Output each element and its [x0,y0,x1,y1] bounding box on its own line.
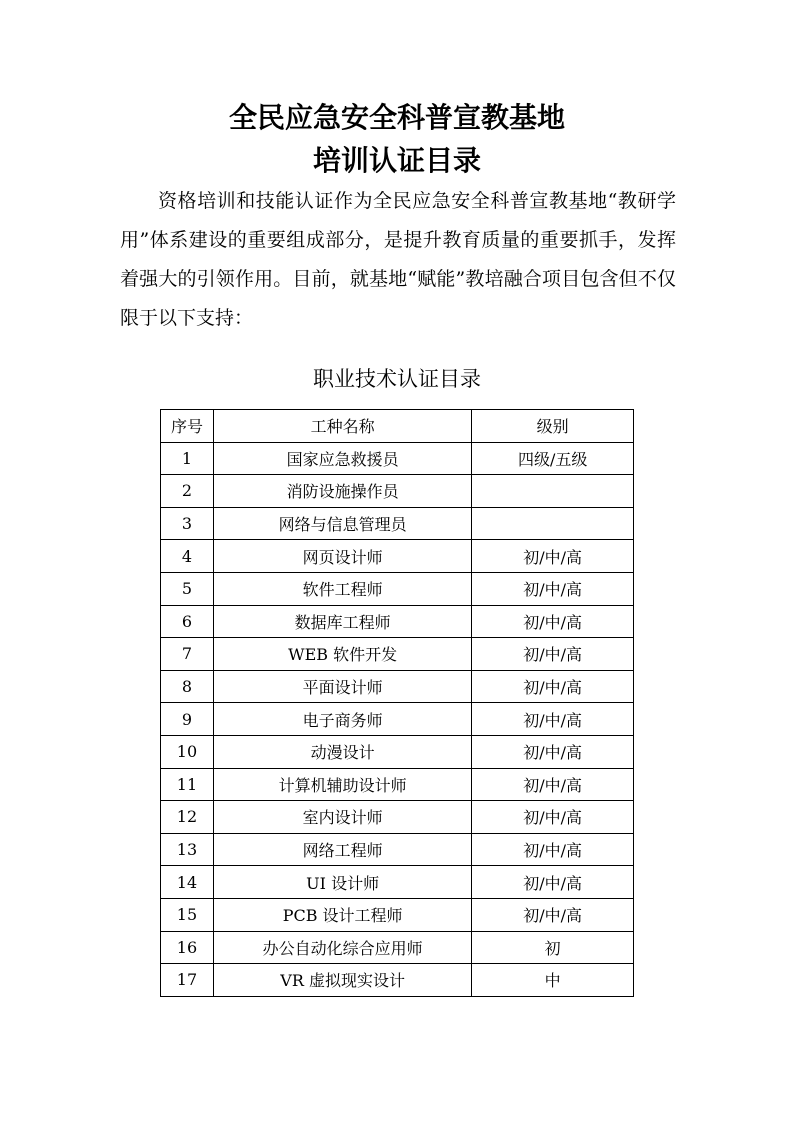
row-number: 7 [161,638,214,671]
row-level: 初/中/高 [472,605,634,638]
document-title: 全民应急安全科普宣教基地 [228,101,565,134]
row-level: 初/中/高 [472,540,634,573]
row-number: 8 [161,670,214,703]
document-subtitle: 培训认证目录 [312,144,481,177]
row-job-name: 网页设计师 [213,540,471,573]
table-row [161,638,634,671]
row-job-name: 消防设施操作员 [213,475,471,508]
table-row [161,931,634,964]
table-row [161,866,634,899]
row-number: 1 [161,442,214,475]
row-job-name: 室内设计师 [213,801,471,834]
row-number: 3 [161,507,214,540]
header-job-name: 工种名称 [213,410,471,443]
table-caption: 职业技术认证目录 [313,367,481,391]
row-level: 初/中/高 [472,866,634,899]
row-number: 16 [161,931,214,964]
row-job-name: 动漫设计 [213,735,471,768]
table-row [161,475,634,508]
table-row [161,833,634,866]
row-number: 12 [161,801,214,834]
table-row [161,670,634,703]
row-number: 17 [161,964,214,997]
row-level: 初/中/高 [472,898,634,931]
row-level: 初/中/高 [472,638,634,671]
table-row [161,507,634,540]
row-job-name: 数据库工程师 [213,605,471,638]
row-level [472,475,634,508]
row-job-name: VR 虚拟现实设计 [213,964,471,997]
table-row [161,605,634,638]
row-level: 初 [472,931,634,964]
table-row [161,898,634,931]
row-level: 初/中/高 [472,703,634,736]
row-number: 11 [161,768,214,801]
row-level: 初/中/高 [472,801,634,834]
row-number: 14 [161,866,214,899]
row-number: 5 [161,572,214,605]
table-row [161,735,634,768]
row-level: 四级/五级 [472,442,634,475]
row-number: 6 [161,605,214,638]
row-level: 初/中/高 [472,768,634,801]
row-level [472,507,634,540]
row-job-name: 网络工程师 [213,833,471,866]
row-number: 2 [161,475,214,508]
header-level: 级别 [472,410,634,443]
row-level: 初/中/高 [472,670,634,703]
row-level: 初/中/高 [472,833,634,866]
table-row [161,442,634,475]
certification-table [160,409,634,997]
table-row [161,801,634,834]
row-job-name: 国家应急救援员 [213,442,471,475]
row-number: 4 [161,540,214,573]
row-job-name: 计算机辅助设计师 [213,768,471,801]
row-number: 13 [161,833,214,866]
table-row [161,572,634,605]
row-number: 10 [161,735,214,768]
row-job-name: PCB 设计工程师 [213,898,471,931]
row-job-name: 办公自动化综合应用师 [213,931,471,964]
table-row [161,540,634,573]
table-row [161,964,634,997]
row-level: 初/中/高 [472,735,634,768]
row-level: 初/中/高 [472,572,634,605]
row-job-name: 网络与信息管理员 [213,507,471,540]
table-row [161,768,634,801]
row-job-name: WEB 软件开发 [213,638,471,671]
header-number: 序号 [161,410,214,443]
row-number: 15 [161,898,214,931]
table-header-row [161,410,634,443]
intro-paragraph: 资格培训和技能认证作为全民应急安全科普宣教基地“教研学用”体系建设的重要组成部分，是提升教育质量的重要抓手，发挥着强大的引领作用。目前，就基地“赋能”教培融合项目包含但不仅限于以下支持： [120,190,676,329]
row-job-name: 软件工程师 [213,572,471,605]
row-number: 9 [161,703,214,736]
row-job-name: 平面设计师 [213,670,471,703]
row-level: 中 [472,964,634,997]
table-row [161,703,634,736]
row-job-name: 电子商务师 [213,703,471,736]
row-job-name: UI 设计师 [213,866,471,899]
